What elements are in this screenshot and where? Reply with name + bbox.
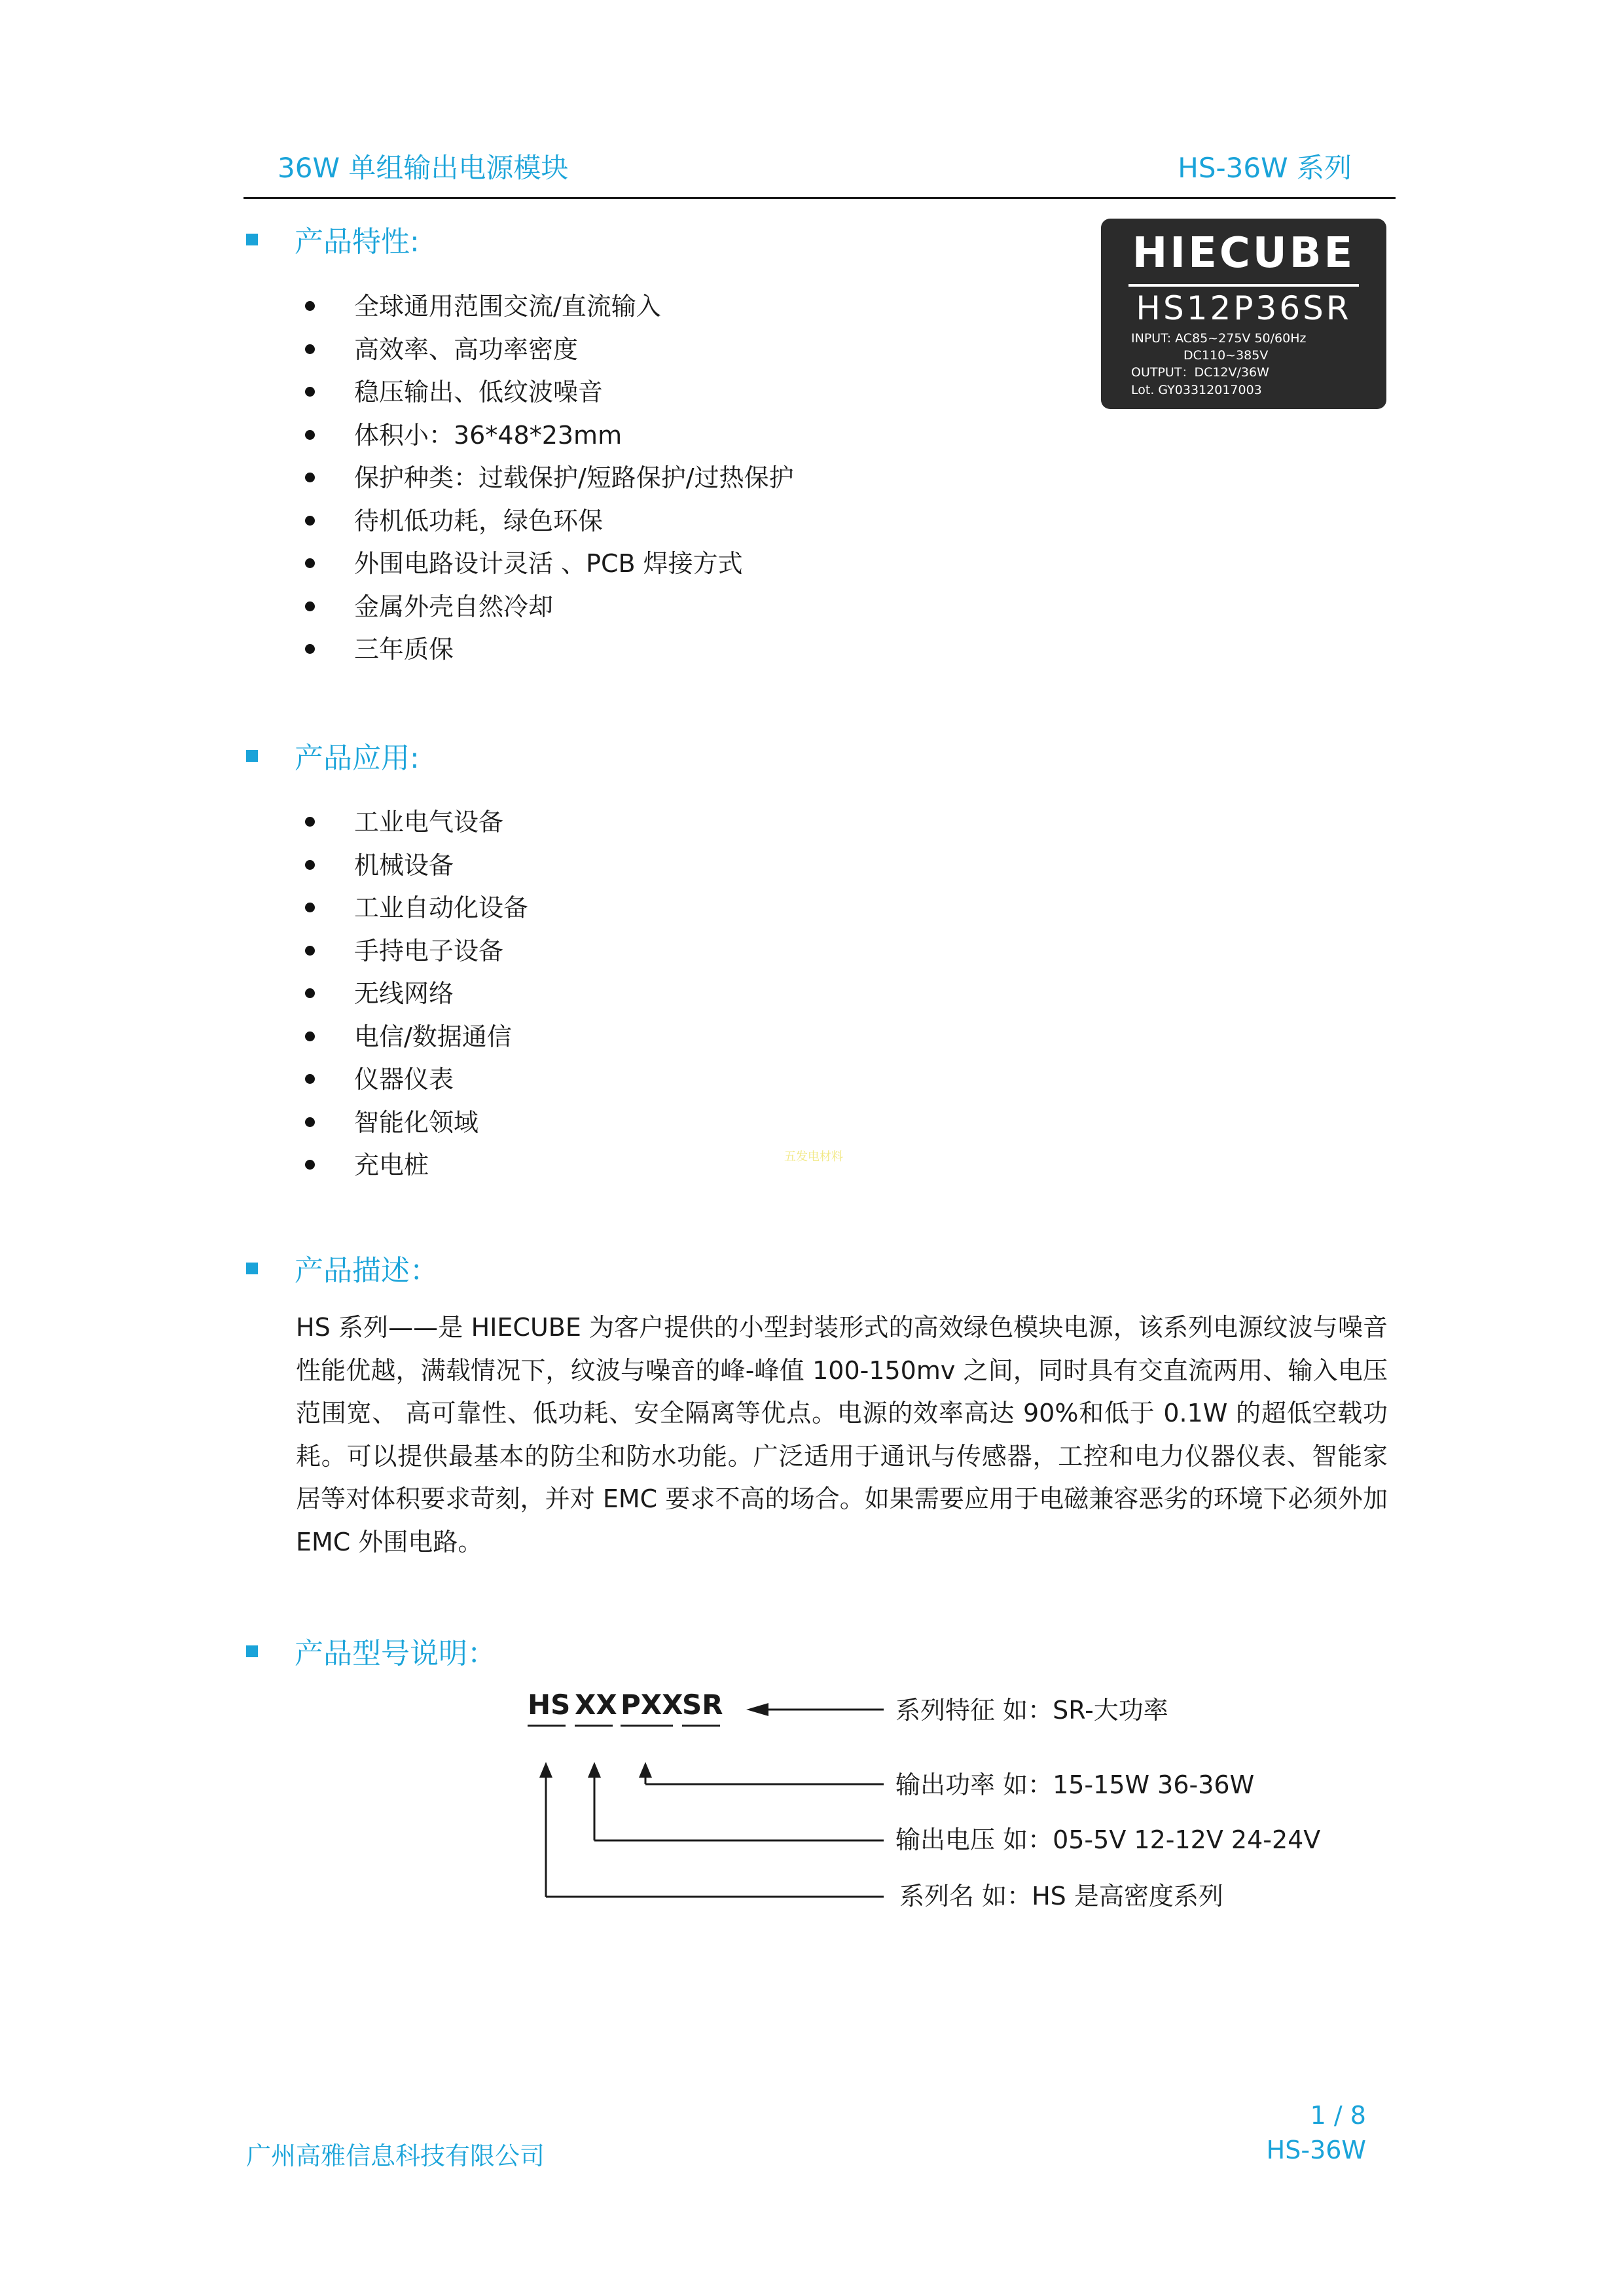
label-output: OUTPUT：DC12V/36W: [1131, 365, 1269, 380]
product-label-image: [1101, 219, 1386, 409]
list-item-text: 工业电气设备: [354, 808, 504, 836]
list-item-text: 三年质保: [354, 635, 454, 664]
bullet-icon: [305, 988, 315, 998]
list-item: [305, 329, 794, 372]
list-item-text: 手持电子设备: [354, 936, 504, 965]
header-title: 36W 单组输出电源模块: [278, 152, 569, 184]
header-rule: [244, 197, 1396, 199]
label-lot: Lot. GY03312017003: [1131, 383, 1262, 397]
list-item-text: 无线网络: [354, 979, 454, 1008]
bullet-icon: [305, 903, 315, 912]
footer-model: HS-36W: [1266, 2136, 1366, 2164]
bullet-icon: [305, 387, 315, 397]
list-item: [305, 371, 794, 414]
section-title: 产品应用:: [295, 742, 420, 775]
list-item: [305, 801, 528, 844]
list-item: [305, 457, 794, 500]
arrow-up-icon: [539, 1762, 552, 1778]
bullet-icon: [305, 817, 315, 827]
section-title: 产品型号说明：: [295, 1637, 496, 1670]
list-item-text: 金属外壳自然冷却: [354, 592, 554, 621]
list-item: [305, 973, 528, 1016]
section-applications-heading: [246, 743, 420, 773]
bullet-icon: [305, 860, 315, 870]
features-list: [305, 285, 794, 672]
arrow-up-icon: [588, 1762, 601, 1778]
bullet-icon: [305, 1031, 315, 1041]
bullet-icon: [305, 473, 315, 482]
list-item: [305, 1058, 528, 1102]
voltage-explanation: 输出电压 如：05-5V 12-12V 24-24V: [895, 1825, 1321, 1854]
bullet-icon: [305, 1160, 315, 1170]
bullet-icon: [305, 516, 315, 526]
list-item-text: 保护种类：过载保护/短路保护/过热保护: [354, 463, 794, 492]
list-item: [305, 586, 794, 629]
list-item: [305, 1016, 528, 1059]
code-part-voltage: XX: [575, 1689, 617, 1721]
list-item: [305, 844, 528, 888]
watermark-text: 五发电材料: [784, 1150, 843, 1164]
description-paragraph: HS 系列——是 HIECUBE 为客户提供的小型封装形式的高效绿色模块电源，该系列电源纹波与噪音性能优越，满载情况下，纹波与噪音的峰-峰值 100-150mv 之间，同时具有交直流两用、输入电压范围宽、 高可靠性、低功耗、安全隔离等优点。电源的效率高达 90%和低于 0.1W 的超低空载功耗。可以提供最基本的防尘和防水功能。广泛适用于通讯与传感器，工控和电力仪器仪表、智能家居等对体积要求苛刻，并对 EMC 要求不高的场合。如果需要应用于电磁兼容恶劣的环境下必须外加 EMC 外围电路。: [296, 1313, 1388, 1556]
label-brand: HIECUBE: [1132, 229, 1356, 278]
bullet-icon: [305, 430, 315, 440]
header-series: HS-36W 系列: [1178, 152, 1352, 184]
section-model-heading: [246, 1638, 496, 1668]
list-item: [305, 500, 794, 543]
bullet-icon: [305, 946, 315, 956]
code-part-series-name: HS: [528, 1689, 571, 1721]
list-item-text: 机械设备: [354, 850, 454, 880]
list-item-text: 待机低功耗，绿色环保: [354, 506, 604, 535]
list-item-text: 智能化领域: [354, 1107, 479, 1137]
footer-company: 广州高雅信息科技有限公司: [246, 2142, 545, 2170]
square-bullet-icon: [246, 1263, 258, 1274]
list-item-text: 充电桩: [354, 1151, 429, 1179]
list-item-text: 稳压输出、低纹波噪音: [354, 378, 604, 406]
list-item-text: 仪器仪表: [354, 1065, 454, 1094]
section-title: 产品描述：: [295, 1254, 439, 1287]
bullet-icon: [305, 301, 315, 311]
bullet-icon: [305, 558, 315, 568]
label-dc: DC110~385V: [1183, 348, 1269, 363]
label-input: INPUT: AC85~275V 50/60Hz: [1131, 331, 1307, 346]
power-explanation: 输出功率 如：15-15W 36-36W: [895, 1770, 1255, 1799]
list-item: [305, 285, 794, 329]
section-description-heading: [246, 1255, 439, 1285]
code-part-power: PXX: [621, 1689, 683, 1721]
list-item: [305, 628, 794, 672]
list-item: [305, 414, 794, 457]
bullet-icon: [305, 1074, 315, 1084]
code-part-feature: SR: [682, 1689, 723, 1721]
list-item: [305, 887, 528, 930]
arrow-up-icon: [639, 1762, 652, 1778]
label-model: HS12P36SR: [1136, 289, 1352, 327]
section-features-heading: [246, 226, 420, 257]
list-item-text: 全球通用范围交流/直流输入: [354, 292, 661, 321]
square-bullet-icon: [246, 234, 258, 245]
list-item-text: 工业自动化设备: [354, 893, 529, 922]
section-title: 产品特性:: [295, 225, 420, 259]
list-item-text: 外围电路设计灵活 、PCB 焊接方式: [354, 549, 743, 578]
page-number: 1 / 8: [1310, 2101, 1366, 2130]
list-item: [305, 543, 794, 586]
list-item-text: 体积小：36*48*23mm: [354, 420, 623, 450]
list-item: [305, 1144, 528, 1187]
feature-explanation: 系列特征 如：SR-大功率: [895, 1696, 1168, 1725]
square-bullet-icon: [246, 750, 258, 762]
bullet-icon: [305, 644, 315, 654]
arrow-left-icon: [746, 1703, 768, 1716]
applications-list: [305, 801, 528, 1187]
square-bullet-icon: [246, 1645, 258, 1657]
model-code-diagram: [517, 1689, 1407, 1937]
list-item: [305, 1102, 528, 1145]
bullet-icon: [305, 1117, 315, 1127]
label-divider: [1128, 284, 1359, 287]
bullet-icon: [305, 601, 315, 611]
list-item-text: 高效率、高功率密度: [354, 334, 579, 364]
list-item-text: 电信/数据通信: [354, 1022, 512, 1051]
bullet-icon: [305, 344, 315, 354]
series-name-explanation: 系列名 如：HS 是高密度系列: [899, 1882, 1223, 1910]
list-item: [305, 930, 528, 973]
